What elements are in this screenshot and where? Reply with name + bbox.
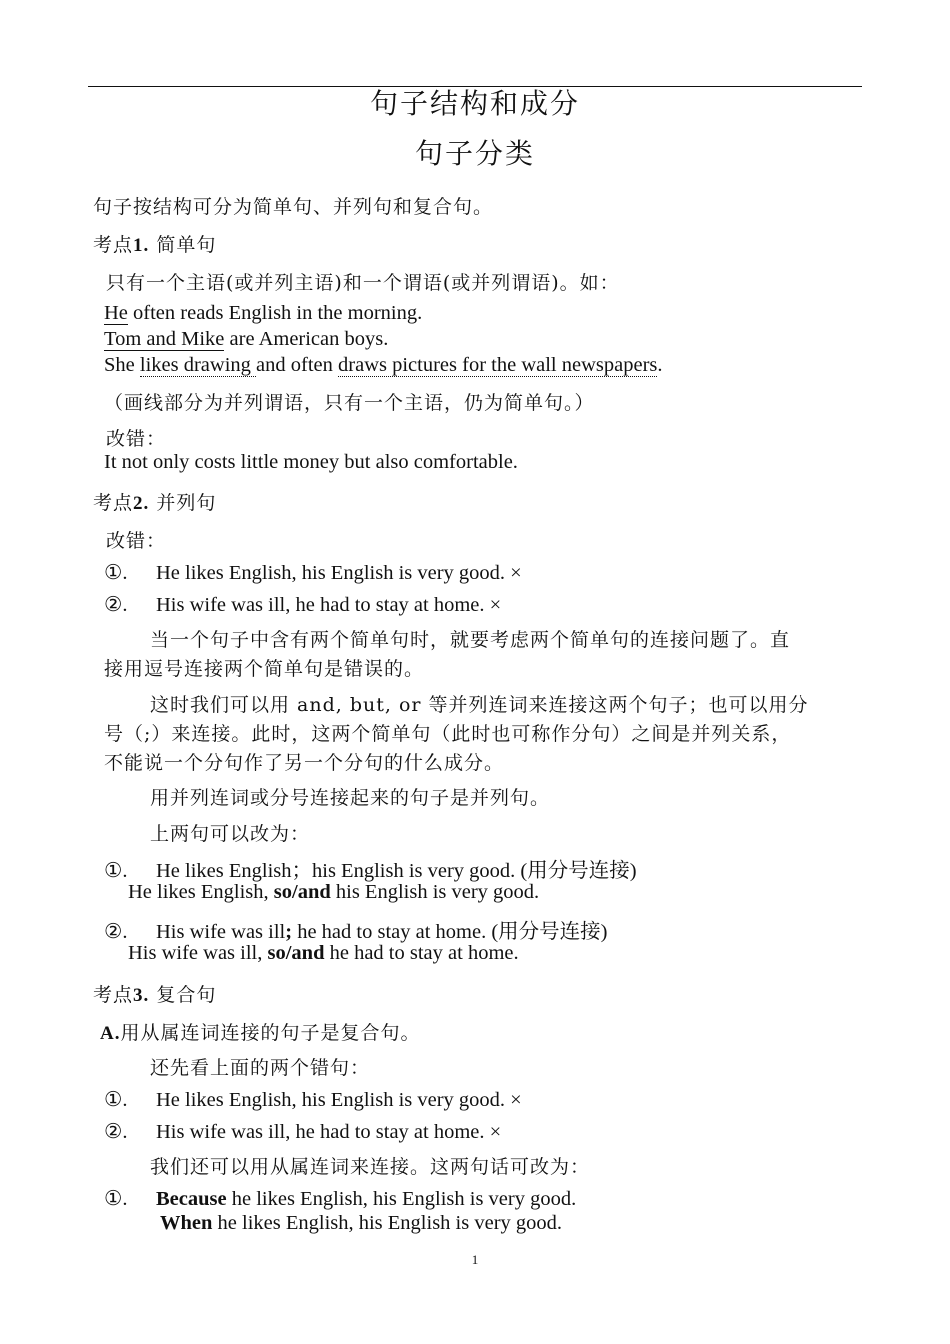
example-sentence-2: Tom and Mike are American boys. [104,328,389,350]
corrected-2b: His wife was ill, so/and he had to stay at home. [128,942,519,964]
underline-note: （画线部分为并列谓语，只有一个主语，仍为简单句。） [104,392,595,414]
fix-label-2: 改错： [106,530,167,552]
rewritten-2: When he likes English, his English is very good. [160,1212,563,1234]
para-1-line-2: 接用逗号连接两个简单句是错误的。 [104,658,425,680]
para-4: 上两句可以改为： [150,823,311,845]
complex-sentence-def: A.用从属连词连接的句子是复合句。 [100,1022,421,1044]
page-number: 1 [471,1252,479,1267]
para-2-line-1: 这时我们可以用 and, but, or 等并列连词来连接这两个句子；也可以用分 [150,694,809,716]
section-heading-2: 考点2. 并列句 [93,492,217,514]
page-title: 句子结构和成分 [369,87,580,120]
para-2-line-3: 不能说一个分句作了另一个分句的什么成分。 [104,752,505,774]
section-heading-3: 考点3. 复合句 [93,984,217,1006]
fix-sentence-1: It not only costs little money but also comfortable. [104,451,518,473]
example-sentence-1: He often reads English in the morning. [104,302,423,324]
wrong-sentence-1: ①. He likes English, his English is very good. × [104,562,522,584]
corrected-1b: He likes English, so/and his English is very good. [128,881,540,903]
intro-text: 句子按结构可分为简单句、并列句和复合句。 [93,196,494,218]
wrong-sentence-3: ①. He likes English, his English is very good. × [104,1089,522,1111]
section-heading-1: 考点1. 简单句 [93,234,217,256]
fix-label-1: 改错： [106,428,167,450]
para-2-line-2: 号（;）来连接。此时，这两个简单句（此时也可称作分句）之间是并列关系， [104,723,792,745]
simple-sentence-desc: 只有一个主语(或并列主语)和一个谓语(或并列谓语)。如： [106,272,620,294]
corrected-1a: ①. He likes English；his English is very good. (用分号连接) [104,860,637,882]
para-1-line-1: 当一个句子中含有两个简单句时，就要考虑两个简单句的连接问题了。直 [150,629,791,651]
wrong-sentence-2: ②. His wife was ill, he had to stay at home. × [104,594,502,616]
para-3: 用并列连词或分号连接起来的句子是并列句。 [150,787,551,809]
example-sentence-3: She likes drawing and often draws pictures for the wall newspapers. [104,354,663,376]
wrong-sentence-4: ②. His wife was ill, he had to stay at home. × [104,1121,502,1143]
para-5: 还先看上面的两个错句： [150,1057,371,1079]
para-6: 我们还可以用从属连词来连接。这两句话可改为： [150,1156,591,1178]
rewritten-1: ①. Because he likes English, his English is very good. [104,1188,577,1210]
page-subtitle: 句子分类 [414,137,535,170]
corrected-2a: ②. His wife was ill; he had to stay at home. (用分号连接) [104,921,608,943]
